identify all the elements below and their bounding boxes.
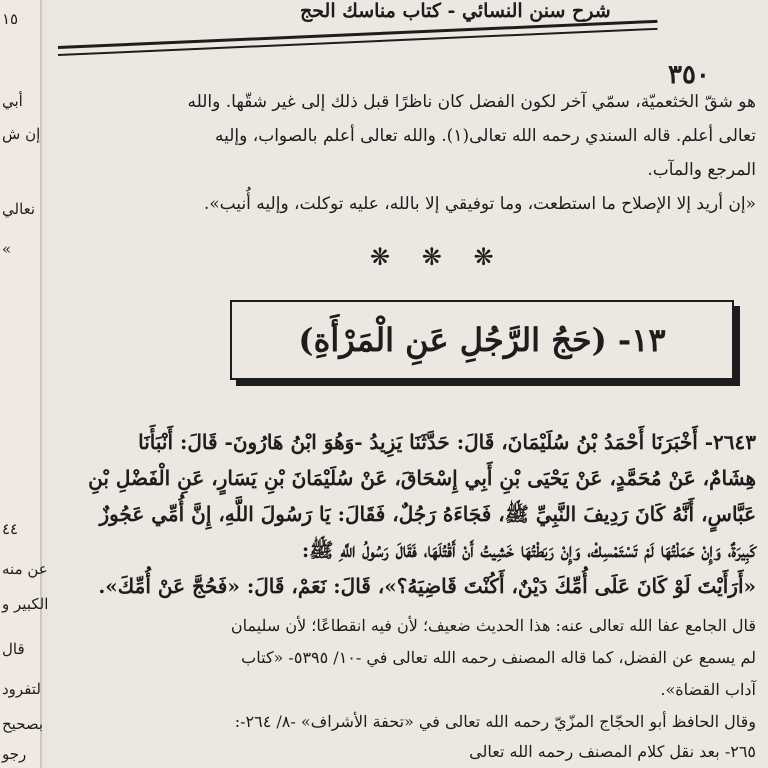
left-page-edge [0,0,49,768]
commentary-line: لم يسمع عن الفضل، كما قاله المصنف رحمه الله تعالى في -١٠/ ٥٣٩٥- «كتاب [241,648,756,667]
left-fragment: نعالي [2,200,36,218]
commentary-line: آداب القضاة». [660,680,756,699]
intro-line: هو شقّ الخثعميّة، سمّي آخر لكون الفضل كان ناظرًا قبل ذلك إلى غير شقّها. والله [187,92,756,112]
intro-line: المرجع والمآب. [647,160,756,180]
hadith-line: «أَرَأَيْتَ لَوْ كَانَ عَلَى أُمِّكَ دَيْنٌ، أَكُنْتَ قَاضِيَهُ؟»، قَالَ: نَعَمْ، قَالَ: «فَحُجَّ عَنْ أُمِّكَ». [98,574,756,598]
commentary-line: قال الجامع عفا الله تعالى عنه: هذا الحديث ضعيف؛ لأن فيه انقطاعًا؛ لأن سليمان [230,616,756,635]
left-fragment: إن ش [2,125,41,143]
intro-line: تعالى أعلم. قاله السندي رحمه الله تعالى(١). والله تعالى أعلم بالصواب، وإليه [214,126,756,146]
left-fragment: أبي [2,92,23,110]
hadith-line: هِشَامٌ، عَنْ مُحَمَّدٍ، عَنْ يَحْيَى بْنِ أَبِي إِسْحَاقَ، عَنْ سُلَيْمَانَ بْنِ يَسَارٍ، عَنِ الْفَضْلِ بْنِ [88,466,756,490]
commentary-line: وقال الحافظ أبو الحجّاج المزّيّ رحمه الله تعالى في «تحفة الأشراف» -٨/ ٢٦٤-: [234,712,756,731]
hadith-line: كَبِيرَةٌ، وَإِنْ حَمَلْتُهَا لَمْ تَسْتَمْسِكْ، وَإِنْ رَبَطْتُهَا خَشِيتُ أَنْ أَقْتُلَهَا، فَقَالَ رَسُولُ اللَّهِ ﷺ: [301,538,756,562]
section-separator-stars: ❋ ❋ ❋ [370,243,506,271]
hadith-line: ٢٦٤٣- أَخْبَرَنَا أَحْمَدُ بْنُ سُلَيْمَانَ، قَالَ: حَدَّثَنَا يَزِيدُ -وَهُوَ ابْنُ هَارُونَ- قَالَ: أَنْبَأَنَا [138,430,756,454]
page-number: ٣٥٠ [668,60,710,90]
left-fragment: عن منه [2,560,48,578]
chapter-title-box [230,300,734,380]
left-fragment: لتفرود [2,680,41,698]
chapter-title: ١٣- (حَجُ الرَّجُلِ عَنِ الْمَرْأَةِ) [298,321,666,359]
left-fragment: قال [2,640,25,658]
left-fragment: الكبير و [2,595,49,613]
running-header: شرح سنن النسائي - كتاب مناسك الحج [300,0,611,22]
intro-line: «إن أريد إلا الإصلاح ما استطعت، وما توفيقي إلا بالله، عليه توكلت، وإليه أُنيب». [203,194,756,214]
left-fragment: ٤٤ [2,520,19,538]
hadith-line: عَبَّاسٍ، أَنَّهُ كَانَ رَدِيفَ النَّبِيِّ ﷺ، فَجَاءَهُ رَجُلٌ، فَقَالَ: يَا رَسُولَ اللَّهِ، إِنَّ أُمِّي عَجُوزٌ [99,502,756,526]
commentary-line: ٢٦٥- بعد نقل كلام المصنف رحمه الله تعالى [469,742,756,761]
left-fragment: رجو [2,745,27,763]
left-fragment: ١٥ [2,10,19,28]
left-fragment: بصحيح [2,715,44,733]
left-fragment: « [2,240,12,258]
